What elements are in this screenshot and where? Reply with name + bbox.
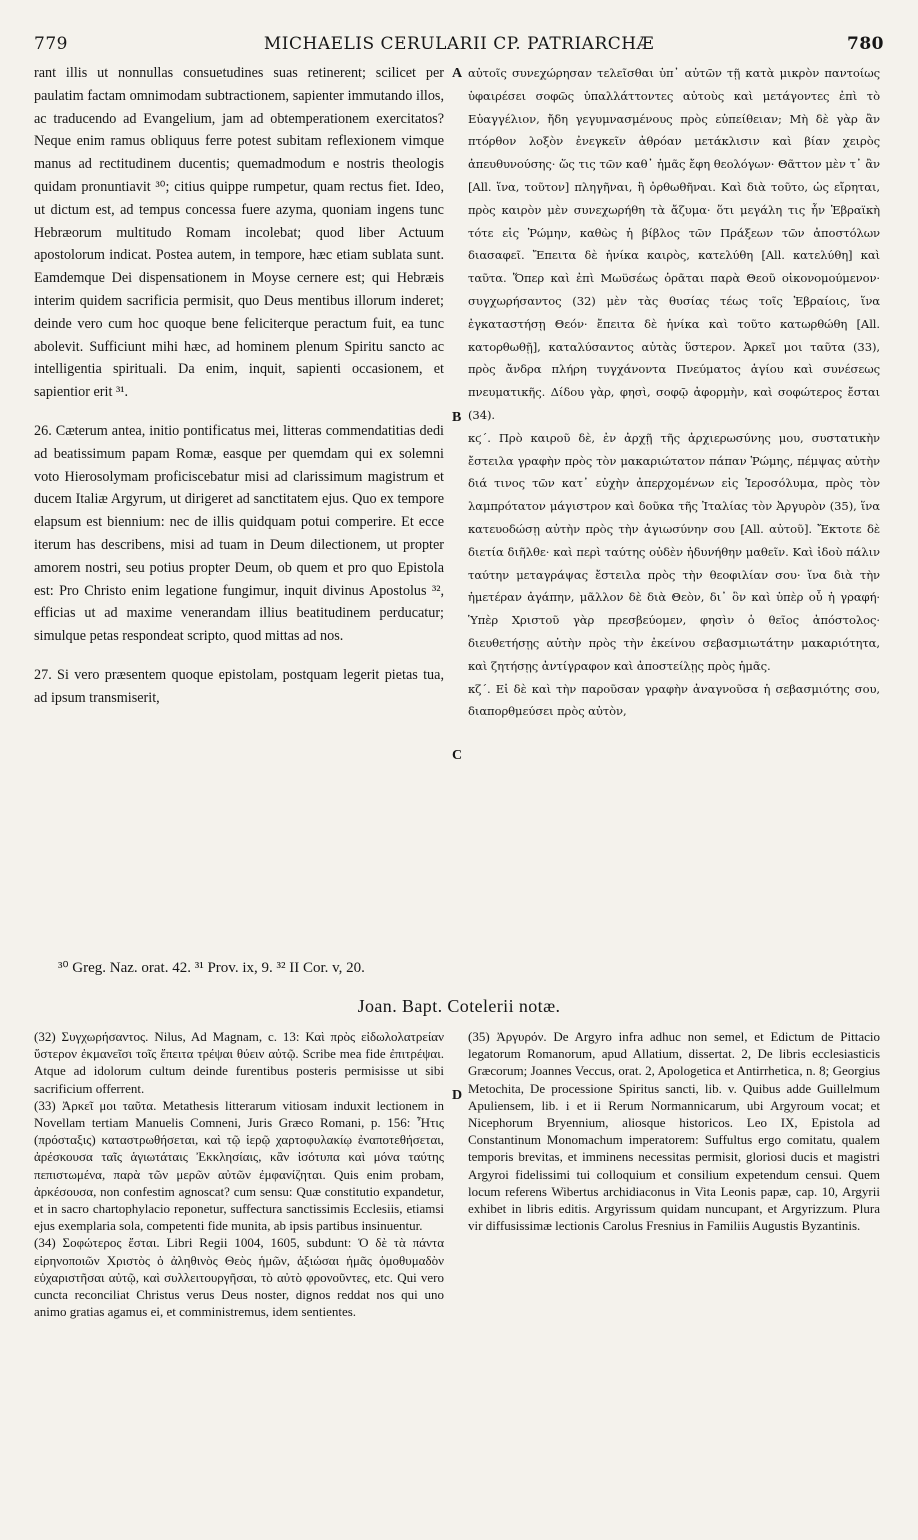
note-33: (33) Ἀρκεῖ μοι ταῦτα. Metathesis litterarum vitiosam induxit lectionem in Novellam tertiam Manuelis Comneni, Juris Græco Romani, p. 156: Ἦτις (πρόσταξις) καταστρωθήσεται, καὶ τῷ ἱερῷ χαρτοφυλακίῳ ἐναποτεθήσεται, ἀρέσκουσα ταῖς ἁγιωτάταις Ἐκκλησίαις, κἂν ἰσότυπα καὶ μόνα ταύτης πεπιστωμένα, παρὰ τῶν μερῶν αὐτῶν ἐμφανίζηται. Quis enim probam, ἀρκέσουσα, non confestim agnoscat? cum sensu: Quæ constitutio expandetur, et in sacro chartophylacio reponetur, suffectura sanctissimis Ecclesiis, etiamsi ejus exemplaria sola, competenti fide munita, ab ipsis partibus insinuentur. bbox=[34, 1097, 444, 1234]
footnotes: ³⁰ Greg. Naz. orat. 42. ³¹ Prov. ix, 9. ³² II Cor. v, 20. bbox=[58, 960, 365, 976]
greek-paragraph-27: κζ΄. Εἰ δὲ καὶ τὴν παροῦσαν γραφὴν ἀναγνοῦσα ἡ σεβασμιότης σου, διαπορθμεύσει πρὸς αὐτὸν, bbox=[468, 681, 880, 719]
greek-column bbox=[468, 62, 880, 723]
latin-paragraph-26: 26. Cæterum antea, initio pontificatus mei, litteras commendatitias dedi ad beatissimum papam Romæ, easque per quemdam qui ex solemni voto Hierosolymam proficiscebatur misi ad clarissimum magistrum et ducem Italiæ Argyrum, ut dirigeret ad sanctitatem ejus. Quo ex tempore elapsum est biennium: nec de illis quidquam potui comperire. Et ecce iterum has describens, misi ad tuam in Deum dilectionem, ut propter amorem nostri, seu potius propter Deum, ob quem et pro quo Epistola est: Pro Christo enim legatione fungimur, inquit divinus Apostolus ³², efficias ut ad maxime venerandam illius beatitudinem perducatur; simulque petas respondeat scripto, quod mittas ad nos. bbox=[34, 422, 444, 645]
note-35: (35) Ἀργυρόν. De Argyro infra adhuc non semel, et Edictum de Pittacio legatorum Romanorum, apud Allatium, dissertat. 2, De libris ecclesiasticis Græcorum; Joannes Veccus, orat. 2, Apologetica et Antirrhetica, n. 8; Georgius Metochita, De processione Spiritus sancti, lib. v. Quibus adde Guillelmum Apuliensem, lib. i et ii Rerum Normannicarum, ubi Argyroum vocat; et Nicephorum Bryennium, aliosque historicos. Leo IX, Epistola ad Constantinum Monomachum imperatorem: Suffultus ergo comitatu, qualem temporis brevitas, et imminens necessitas permisit, gloriosi ducis et magistri Argyroi fidelissimi tui colloquium et consilium expetendum censui. Quem locum referens Wibertus archidiaconus in Vita Leonis papæ, cap. 10, Argyrii exhibet in libris editis. Argyrissum quidam nuncupant, et Argyrizzum. Plura vir diffusissimæ lectionis Carolus Fresnius in Familiis Augustis Byzantinis. bbox=[468, 1029, 880, 1234]
margin-marker-b: B bbox=[452, 410, 462, 425]
latin-column bbox=[34, 62, 444, 710]
note-34: (34) Σοφώτερος ἔσται. Libri Regii 1004, 1605, subdunt: Ὁ δὲ τὰ πάντα εἰρηνοποιῶν Χριστὸς ὁ ἀληθινὸς Θεὸς ἡμῶν, ἀξιώσαι ἡμᾶς ὁμοθυμαδὸν εὐχαριστῆσαι αὐτῷ, καὶ συλλειτουργῆσαι, τὸ αὐτὸ φρονοῦντες, etc. Qui vero cuncta reconciliat Christus verus Deus noster, dignos reddat nos qui uno animo gratias agamus ei, et comministremus, idem sentientes. bbox=[34, 1235, 444, 1320]
page-number-right: 780 bbox=[847, 34, 884, 54]
running-header bbox=[34, 34, 884, 58]
margin-marker-a: A bbox=[452, 66, 463, 81]
note-32: (32) Συγχωρήσαντος. Nilus, Ad Magnam, c. 13: Καὶ πρὸς εἰδωλολατρείαν ὕστερον ἐκμανεῖσι τοῖς ἔπειτα τρέψαι θύειν αὐτῷ. Scribe mea fide ἐπιτρέψαι. Atque ad idolorum cultum deinde furentibus posteris permisisse ut sibi sacrificium offerrent. bbox=[34, 1029, 444, 1096]
notes-title: Joan. Bapt. Cotelerii notæ. bbox=[357, 996, 561, 1016]
greek-paragraph: αὐτοῖς συνεχώρησαν τελεῖσθαι ὑπ᾽ αὐτῶν τῇ κατὰ μικρὸν παντοίως ὑφαιρέσει σοφῶς ὑπαλλάττοντες αὐτοὺς καὶ μετάγοντες ἐπὶ τὸ Εὐαγγέλιον, ἤδη γεγυμνασμένους πρὸς εὐπείθειαν; Μὴ δὲ γὰρ ἂν πτόρθον λοξὸν ἐνεγκεῖν ἀθρόαν μετάκλισιν καὶ βίαν χειρὸς ἀπευθυνούσης· ὥς τις τῶν καθ᾽ ἡμᾶς ἔφη θεολόγων· Θᾶττον μὲν τ᾽ ἂν [All. ἵνα, τοῦτον] πληγῆναι, ἢ ὀρθωθῆναι. Καὶ διὰ τοῦτο, ὡς εἴρηται, πρὸς καιρὸν μὲν συνεχωρήθη τὰ ἄζυμα· ὅτι μεγάλη τις ἦν Ἑβραϊκὴ τότε εἰς Ῥώμην, καθὼς ἡ βίβλος τῶν Πράξεων τῶν ἀποστόλων διασαφεῖ. Ἔπειτα δὲ ἡνίκα καιρὸς, κατελύθη [All. κατελύθη] καὶ ταῦτα. Ὅπερ καὶ ἐπὶ Μωϋσέως ὁρᾶται παρὰ Θεοῦ οἰκονομούμενον· συγχωρήσαντος (32) μὲν τὰς θυσίας τέως τοῖς Ἑβραίοις, ἵνα ἐγκαταστήσῃ Θεόν· ἔπειτα δὲ ἡνίκα καὶ τοῦτο κατωρθώθη [All. κατορθωθῇ], καταλύσαντος αὐτὰς ὕστερον. Ἀρκεῖ μοι ταῦτα (33), πρὸς ἄνδρα πλήρη τυγχάνοντα Πνεύματος ἁγίου καὶ συνέσεως πνευματικῆς. Δίδου γὰρ, φησὶ, σοφῷ ἀφορμὴν, καὶ σοφώτερος ἔσται (34). bbox=[468, 66, 880, 422]
latin-paragraph-27: 27. Si vero præsentem quoque epistolam, postquam legerit pietas tua, ad ipsum transmiserit, bbox=[34, 666, 444, 706]
margin-marker-c: C bbox=[452, 748, 463, 763]
greek-paragraph-26: κϛ΄. Πρὸ καιροῦ δὲ, ἐν ἀρχῇ τῆς ἀρχιερωσύνης μου, συστατικὴν ἔστειλα γραφὴν πρὸς τὸν μακαριώτατον πάπαν Ῥώμης, πέμψας αὐτὴν διά τινος τῶν κατ᾽ εὐχὴν ἀπερχομένων εἰς Ἱεροσόλυμα, πρὸς τὸν λαμπρότατον μάγιστρον καὶ δοῦκα τῆς Ἰταλίας τὸν Ἀργυρὸν (35), ἵνα κατευοδώσῃ αὐτὴν πρὸς τὴν ἁγιωσύνην σου [All. αὐτοῦ]. Ἔκτοτε δὲ διετία διῆλθε· καὶ περὶ ταύτης οὐδὲν ἠδυνήθην μαθεῖν. Καὶ ἰδοὺ πάλιν ταύτην μεταγράψας ἔστειλα πρὸς τὴν θεοφιλίαν σου· ἵνα διὰ τὴν ἡμετέραν ἀγάπην, μᾶλλον δὲ διὰ Θεὸν, δι᾽ ὃν καὶ ὑπὲρ οὗ ἡ γραφή· Ὑπὲρ Χριστοῦ γὰρ πρεσβεύομεν, φησὶν ὁ θεῖος ἀπόστολος· διευθετήσῃς αὐτὴν πρὸς τὴν ἐκείνου σεβασμιωτάτην μακαριότητα, καὶ ζητήσῃς ἀντίγραφον καὶ ἀποστείλῃς πρὸς ἡμᾶς. bbox=[468, 430, 880, 673]
page-number-left: 779 bbox=[34, 34, 68, 54]
latin-paragraph: rant illis ut nonnullas consuetudines suas retinerent; scilicet per paulatim factam omnimodam subtractionem, sapienter immutando illos, ac traducendo ad Evangelium, jam ad obtemperationem exercitatos? Neque enim ramus obliquus ferre potest subitam reflexionem vimque manus ad rectitudinem ducentis; quemadmodum e nostris theologis quidam pronuntiavit ³⁰; citius quippe rumpetur, quam rectus fiet. Ideo, ut dictum est, ad tempus concessa fuere azyma, quoniam ingens tunc Hebræorum multitudo Romam incolebat; quod liber Actuum apostolorum indicat. Postea autem, in tempore, hæc etiam sublata sunt. Eamdemque Dei dispensationem in Moyse cernere est; qui Hebræis interim quidem sacrificia permisit, quo Deus mentibus illorum inderet; deinde vero cum hoc quoque bene feliciterque peractum fuit, ea tunc abolevit. Sufficiunt mihi hæc, ad hominem plenum Spiritu sancto ac intelligentia spirituali. Da enim, inquit, sapienti occasionem, et sapientior erit ³¹. bbox=[34, 65, 444, 401]
running-title: MICHAELIS CERULARII CP. PATRIARCHÆ bbox=[263, 34, 655, 54]
notes-left-column bbox=[34, 1028, 444, 1320]
margin-marker-d: D bbox=[452, 1088, 463, 1103]
notes-right-column bbox=[468, 1028, 880, 1234]
